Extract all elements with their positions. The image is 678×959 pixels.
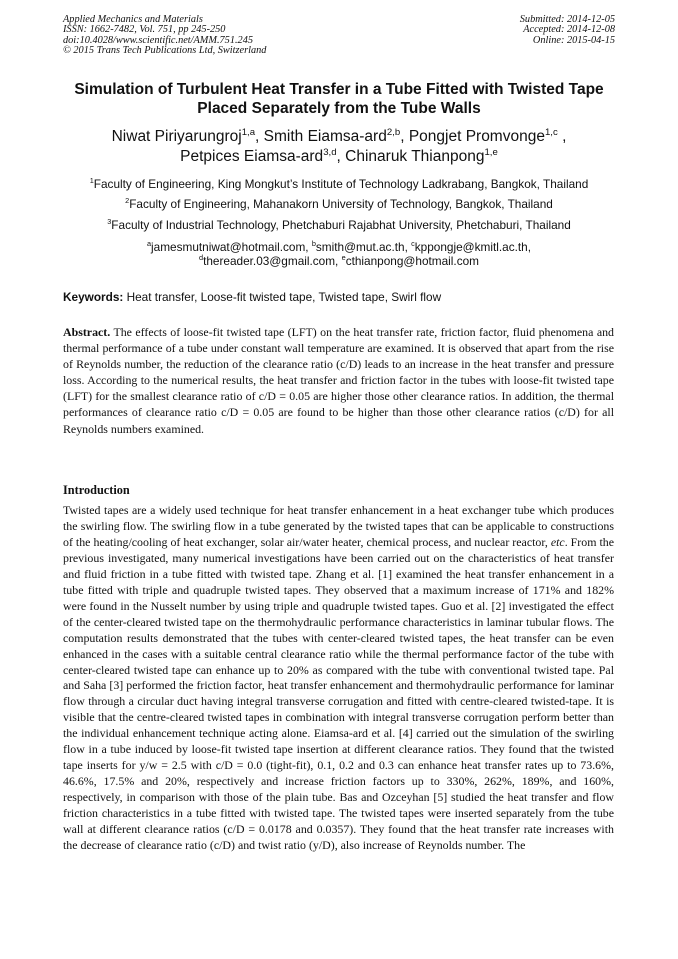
submitted-date: Submitted: 2014-12-05 [519, 14, 615, 25]
paper-title [40, 80, 638, 118]
email-mark: d [199, 253, 204, 263]
affiliation-mark: 1 [89, 176, 94, 186]
abstract-text: The effects of loose-fit twisted tape (LFT) on the heat transfer rate, friction factor, fluid phenomena and thermal performance of a tube under constant wall temperature are examined. It is observed that apart from the rise of Reynolds number, the reduction of the clearance ratio (c/D) leads to an increase in the heat transfer and pressure loss. According to the numerical results, the heat transfer and friction factor in the tubes with loose-fit twisted tape (LFT) for the smallest clearance ratio of c/D = 0.05 are higher those other clearance ratios. In addition, the thermal performances of clearance ratio c/D = 0.05 are found to be higher than those other clearance ratios (c/D) for all Reynolds numbers examined. [63, 325, 614, 436]
affiliation-2 [30, 197, 648, 211]
affiliation-3 [30, 218, 648, 232]
journal-info [63, 15, 266, 57]
author-name: Chinaruk Thianpong [345, 148, 485, 165]
abstract-label: Abstract. [63, 325, 111, 339]
affiliation-text: Faculty of Engineering, King Mongkut’s Institute of Technology Ladkrabang, Bangkok, Thailand [93, 177, 589, 191]
affiliation-text: Faculty of Engineering, Mahanakorn University of Technology, Bangkok, Thailand [129, 197, 553, 211]
title-line-1: Simulation of Turbulent Heat Transfer in a Tube Fitted with Twisted Tape [74, 81, 604, 98]
author-separator: , [336, 148, 346, 165]
intro-text-part-1: Twisted tapes are a widely used technique for heat transfer enhancement in a heat exchanger tube which produces the swirling flow. The swirling flow in a tube generated by the twisted tapes that can be applicable to constructions of the heating/cooling of heat exchanger, solar air/water heater, chemical process, and nuclear reactor, [63, 503, 614, 549]
title-line-2: Placed Separately from the Tube Walls [197, 100, 481, 117]
email-line-2 [40, 254, 638, 268]
author-name: Petpices Eiamsa-ard [180, 148, 324, 165]
intro-etc: etc [550, 534, 565, 549]
author-line-1 [40, 127, 638, 147]
email-link[interactable]: smith@mut.ac.th, [315, 240, 412, 254]
email-mark: a [146, 239, 152, 249]
author-affiliation-mark: 1,c [544, 126, 558, 138]
publication-dates [520, 15, 615, 46]
intro-text-part-2: . From the previous investigated, many numerical investigations have been carried out on the characteristics of heat transfer and fluid friction in a tube fitted with twisted tape. Zhang et al. [1] examined the heat transfer enhancement in a tube fitted with triple and quadruple twisted tapes. They observed that a maximum increase of 171% and 182% were found in the Nusselt number by using triple and quadruple twisted tapes. Guo et al. [2] investigated the effect of the center-cleared twisted tape on the thermohydraulic performance characteristics in laminar tubular flows. The computation results demonstrated that the tubes with center-cleared twisted tapes, the heat transfer can be even enhanced in the cases with a suitable central clearance ratio while the thermal performance factor of the tube with center-cleared twisted tape can enhance up to 20% as compared with the tube with conventional twisted tape. Pal and Saha [3] performed the friction factor, heat transfer enhancement and thermohydraulic performance for laminar flow through a circular duct having integral transverse corrugation and fitted with centre-cleared twisted-tape. It is visible that the centre-cleared twisted tapes in combination with integral transverse corrugation perform better than the individual enhancement technique acting alone. Eiamsa-ard et al. [4] carried out the simulation of the swirling flow in a tube induced by loose-fit twisted tape insertion at different clearance ratios. They found that the twisted tape inserts for y/w = 2.5 with c/D = 0.0 (tight-fit), 0.1, 0.2 and 0.3 can enhance heat transfer rates up to 73.6%, 46.6%, 17.5% and 20%, respectively and increase friction factors up to 330%, 262%, 189%, and 160%, respectively, in comparison with those of the plain tube. Bas and Ozceyhan [5] studied the heat transfer and flow friction characteristics in a tube fitted with twisted tape. The twisted tapes were inserted separately from the tube wall at different clearance ratios (c/D = 0.0178 and 0.0357). They found that the heat transfer rate increases with the decrease of clearance ratio (c/D) and twist ratio (y/D), also increase of Reynolds number. The [63, 534, 614, 853]
journal-name: Applied Mechanics and Materials [63, 14, 203, 25]
affiliation-mark: 3 [107, 217, 112, 227]
doi-line: doi:10.4028/www.scientific.net/AMM.751.245 [63, 34, 253, 46]
email-link[interactable]: jamesmutniwat@hotmail.com, [151, 240, 312, 254]
author-separator: , [255, 128, 264, 145]
author-affiliation-mark: 1,e [484, 146, 498, 158]
issn-line: ISSN: 1662-7482, Vol. 751, pp 245-250 [63, 24, 226, 36]
online-date: Online: 2015-04-15 [532, 34, 615, 46]
email-link[interactable]: thereader.03@gmail.com, [203, 254, 342, 268]
email-mark: e [341, 253, 346, 263]
email-link[interactable]: cthianpong@hotmail.com [345, 254, 479, 268]
author-emails [40, 240, 638, 268]
author-affiliation-mark: 3,d [323, 146, 337, 158]
author-line-2 [40, 147, 638, 167]
author-separator: , [557, 128, 567, 145]
keywords-label: Keywords: [63, 290, 124, 304]
affiliation-1 [30, 177, 648, 191]
author-name: Pongjet Promvonge [408, 128, 545, 145]
keywords-text: Heat transfer, Loose-fit twisted tape, Twisted tape, Swirl flow [126, 290, 442, 304]
email-mark: b [311, 239, 316, 249]
email-mark: c [411, 239, 415, 249]
affiliation-mark: 2 [125, 196, 130, 206]
author-separator: , [400, 128, 409, 145]
author-name: Smith Eiamsa-ard [263, 128, 387, 145]
email-line-1 [40, 240, 638, 254]
email-link[interactable]: kppongje@kmitl.ac.th, [414, 240, 532, 254]
keywords-line [63, 290, 441, 304]
author-name: Niwat Piriyarungroj [111, 128, 242, 145]
affiliation-text: Faculty of Industrial Technology, Phetchaburi Rajabhat University, Phetchaburi, Thailand [111, 218, 571, 232]
introduction-paragraph [63, 503, 614, 854]
author-affiliation-mark: 2,b [386, 126, 401, 138]
copyright-line: © 2015 Trans Tech Publications Ltd, Switzerland [63, 45, 267, 57]
section-heading-introduction: Introduction [63, 483, 130, 497]
author-affiliation-mark: 1,a [241, 126, 256, 138]
accepted-date: Accepted: 2014-12-08 [523, 24, 615, 36]
author-list [40, 127, 638, 167]
abstract-paragraph [63, 324, 614, 437]
